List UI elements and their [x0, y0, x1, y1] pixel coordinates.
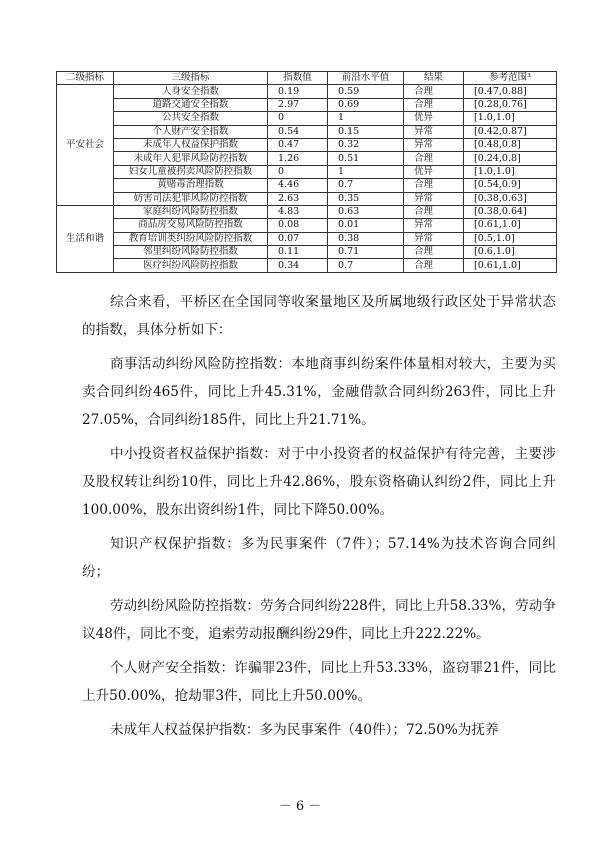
- reference-range-cell: [0.38,0.64]: [464, 205, 557, 218]
- paragraph: 综合来看，平桥区在全国同等收案量地区及所属地级行政区处于异常状态的指数，具体分析如下：: [82, 294, 556, 338]
- table-header-row: [57, 72, 557, 85]
- header-level2: 二级指标: [57, 72, 114, 85]
- indicator-name-cell: 未成年人犯罪风险防控指数: [114, 152, 268, 165]
- result-cell: 合理: [404, 152, 464, 165]
- reference-range-cell: [0.54,0.9]: [464, 179, 557, 192]
- reference-range-cell: [0.6,1.0]: [464, 246, 557, 259]
- frontier-value-cell: 0.51: [328, 152, 404, 165]
- indicator-name-cell: 未成年人权益保护指数: [114, 138, 268, 151]
- frontier-value-cell: 0.35: [328, 192, 404, 205]
- indicator-name-cell: 黄赌毒治理指数: [114, 179, 268, 192]
- frontier-value-cell: 0.7: [328, 179, 404, 192]
- table-row: [57, 179, 557, 192]
- result-cell: 合理: [404, 205, 464, 218]
- paragraph: 商事活动纠纷风险防控指数：本地商事纠纷案件体量相对较大，主要为买卖合同纠纷465件，同比上升45.31%，金融借款合同纠纷263件，同比上升27.05%，合同纠纷185件，同比上升21.71%。: [82, 356, 556, 428]
- header-frontier-value: 前沿水平值: [328, 72, 404, 85]
- reference-range-cell: [0.47,0.88]: [464, 85, 557, 98]
- frontier-value-cell: 0.71: [328, 246, 404, 259]
- index-value-cell: 1.26: [268, 152, 328, 165]
- index-value-cell: 2.97: [268, 98, 328, 111]
- result-cell: 异常: [404, 192, 464, 205]
- reference-range-cell: [0.42,0.87]: [464, 125, 557, 138]
- indicator-name-cell: 家庭纠纷风险防控指数: [114, 205, 268, 218]
- frontier-value-cell: 0.59: [328, 85, 404, 98]
- paragraph: 劳动纠纷风险防控指数：劳务合同纠纷228件，同比上升58.33%，劳动争议48件，同比不变，追索劳动报酬纠纷29件，同比上升222.22%。: [82, 598, 556, 642]
- indicator-name-cell: 妨害司法犯罪风险防控指数: [114, 192, 268, 205]
- index-value-cell: 0: [268, 112, 328, 125]
- page-number: － 6 －: [278, 799, 322, 814]
- result-cell: 合理: [404, 85, 464, 98]
- indicator-name-cell: 个人财产安全指数: [114, 125, 268, 138]
- index-value-cell: 0.54: [268, 125, 328, 138]
- frontier-value-cell: 0.7: [328, 259, 404, 272]
- table-row: [57, 152, 557, 165]
- reference-range-cell: [0.24,0.8]: [464, 152, 557, 165]
- table-row: [57, 205, 557, 218]
- reference-range-cell: [0.38,0.63]: [464, 192, 557, 205]
- table-row: [57, 138, 557, 151]
- result-cell: 优异: [404, 112, 464, 125]
- header-level3: 三级指标: [114, 72, 268, 85]
- index-value-cell: 0.19: [268, 85, 328, 98]
- result-cell: 合理: [404, 259, 464, 272]
- index-value-cell: 2.63: [268, 192, 328, 205]
- reference-range-cell: [0.61,1.0]: [464, 259, 557, 272]
- result-cell: 异常: [404, 219, 464, 232]
- table-row: [57, 85, 557, 98]
- group-label: 平安社会: [57, 85, 114, 206]
- result-cell: 合理: [404, 98, 464, 111]
- paragraph: 知识产权保护指数：多为民事案件（7件）；57.14%为技术咨询合同纠纷；: [82, 536, 556, 580]
- result-cell: 优异: [404, 165, 464, 178]
- indicator-name-cell: 道路交通安全指数: [114, 98, 268, 111]
- index-value-cell: 0.11: [268, 246, 328, 259]
- table-row: [57, 219, 557, 232]
- frontier-value-cell: 0.69: [328, 98, 404, 111]
- frontier-value-cell: 0.63: [328, 205, 404, 218]
- table-row: [57, 259, 557, 272]
- indicator-name-cell: 人身安全指数: [114, 85, 268, 98]
- paragraph: 中小投资者权益保护指数：对于中小投资者的权益保护有待完善，主要涉及股权转让纠纷10件，同比上升42.86%，股东资格确认纠纷2件，同比上升100.00%，股东出资纠纷1件，同比下降50.00%。: [82, 446, 556, 518]
- index-value-cell: 0.07: [268, 232, 328, 245]
- frontier-value-cell: 0.15: [328, 125, 404, 138]
- reference-range-cell: [0.48,0.8]: [464, 138, 557, 151]
- paragraph: 个人财产安全指数：诈骗罪23件，同比上升53.33%，盗窃罪21件，同比上升50.00%，抢劫罪3件，同比上升50.00%。: [82, 660, 556, 704]
- result-cell: 异常: [404, 138, 464, 151]
- indicator-name-cell: 公共安全指数: [114, 112, 268, 125]
- table-row: [57, 112, 557, 125]
- table-row: [57, 192, 557, 205]
- index-value-cell: 0: [268, 165, 328, 178]
- result-cell: 合理: [404, 179, 464, 192]
- frontier-value-cell: 1: [328, 165, 404, 178]
- paragraph: 未成年人权益保护指数：多为民事案件（40件）；72.50%为抚养: [110, 722, 499, 738]
- result-cell: 异常: [404, 232, 464, 245]
- reference-range-cell: [0.28,0.76]: [464, 98, 557, 111]
- frontier-value-cell: 0.38: [328, 232, 404, 245]
- header-result: 结果: [404, 72, 464, 85]
- result-cell: 异常: [404, 125, 464, 138]
- index-value-cell: 0.47: [268, 138, 328, 151]
- reference-range-cell: [0.61,1.0]: [464, 219, 557, 232]
- indicator-table: [56, 71, 557, 273]
- table-row: [57, 125, 557, 138]
- header-reference-range: 参考范围³: [464, 72, 557, 85]
- indicator-name-cell: 妇女儿童被拐卖风险防控指数: [114, 165, 268, 178]
- frontier-value-cell: 0.01: [328, 219, 404, 232]
- index-value-cell: 4.83: [268, 205, 328, 218]
- reference-range-cell: [1.0,1.0]: [464, 165, 557, 178]
- indicator-name-cell: 邻里纠纷风险防控指数: [114, 246, 268, 259]
- index-value-cell: 0.34: [268, 259, 328, 272]
- group-label: 生活和谐: [57, 205, 114, 272]
- table-row: [57, 246, 557, 259]
- table-row: [57, 165, 557, 178]
- table-row: [57, 98, 557, 111]
- frontier-value-cell: 1: [328, 112, 404, 125]
- result-cell: 合理: [404, 246, 464, 259]
- indicator-name-cell: 医疗纠纷风险防控指数: [114, 259, 268, 272]
- table-row: [57, 232, 557, 245]
- reference-range-cell: [0.5,1.0]: [464, 232, 557, 245]
- body-text: [82, 288, 556, 750]
- indicator-name-cell: 教育培训类纠纷风险防控指数: [114, 232, 268, 245]
- index-value-cell: 4.46: [268, 179, 328, 192]
- header-index-value: 指数值: [268, 72, 328, 85]
- frontier-value-cell: 0.32: [328, 138, 404, 151]
- indicator-name-cell: 商品房交易风险防控指数: [114, 219, 268, 232]
- reference-range-cell: [1.0,1.0]: [464, 112, 557, 125]
- index-value-cell: 0.08: [268, 219, 328, 232]
